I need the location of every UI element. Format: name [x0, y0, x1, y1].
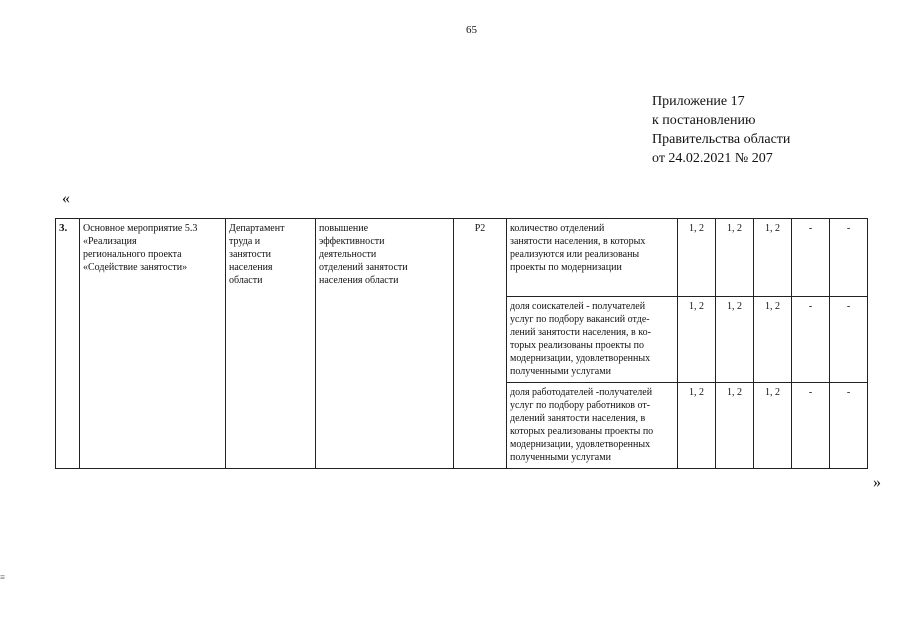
cell-line: «Реализация — [83, 236, 137, 247]
appendix-header — [652, 92, 790, 168]
cell-line: регионального проекта — [83, 249, 182, 260]
value-cell: 1, 2 — [754, 297, 792, 383]
cell-line: полученными услугами — [510, 452, 611, 463]
value-cell: 1, 2 — [678, 383, 716, 469]
cell-line: Департамент — [229, 223, 285, 234]
cell-line: полученными услугами — [510, 366, 611, 377]
executor-cell — [226, 219, 316, 469]
value-cell: - — [792, 297, 830, 383]
cell-line: области — [229, 275, 263, 286]
cell-line: количество отделений — [510, 223, 605, 234]
table-row — [56, 219, 868, 297]
code-cell: Р2 — [454, 219, 507, 469]
value-cell: - — [830, 219, 868, 297]
cell-line: отделений занятости — [319, 262, 408, 273]
row-number: 3. — [56, 219, 80, 469]
cell-line: проекты по модернизации — [510, 262, 622, 273]
cell-line: деятельности — [319, 249, 377, 260]
cell-line: делений занятости населения, в — [510, 413, 646, 424]
cell-line: Основное мероприятие 5.3 — [83, 223, 198, 234]
value-cell: 1, 2 — [754, 219, 792, 297]
value-cell: 1, 2 — [716, 297, 754, 383]
margin-mark: ≡ — [0, 572, 6, 582]
value-cell: 1, 2 — [716, 383, 754, 469]
value-cell: - — [792, 219, 830, 297]
indicator-cell — [507, 297, 678, 383]
cell-line: модернизации, удовлетворенных — [510, 439, 651, 450]
appendix-line: от 24.02.2021 № 207 — [652, 151, 773, 166]
value-cell: - — [830, 297, 868, 383]
appendix-line: к постановлению — [652, 113, 756, 128]
appendix-line: Правительства области — [652, 132, 791, 147]
cell-line: населения области — [319, 275, 399, 286]
value-cell: 1, 2 — [678, 297, 716, 383]
cell-line: которых реализованы проекты по — [510, 426, 654, 437]
cell-line: доля работодателей -получателей — [510, 387, 653, 398]
goal-cell — [316, 219, 454, 469]
indicator-cell — [507, 383, 678, 469]
closing-quote: » — [873, 474, 881, 491]
cell-line: занятости — [229, 249, 271, 260]
value-cell: 1, 2 — [678, 219, 716, 297]
page-number: 65 — [466, 24, 477, 36]
appendix-line: Приложение 17 — [652, 94, 745, 109]
cell-line: занятости населения, в которых — [510, 236, 646, 247]
opening-quote: « — [62, 190, 70, 207]
cell-line: услуг по подбору работников от- — [510, 400, 651, 411]
value-cell: 1, 2 — [716, 219, 754, 297]
cell-line: населения — [229, 262, 273, 273]
indicator-cell — [507, 219, 678, 297]
cell-line: торых реализованы проекты по — [510, 340, 644, 351]
cell-line: модернизации, удовлетворенных — [510, 353, 651, 364]
value-cell: - — [830, 383, 868, 469]
program-table — [55, 218, 868, 469]
cell-line: доля соискателей - получателей — [510, 301, 646, 312]
cell-line: труда и — [229, 236, 261, 247]
cell-line: реализуются или реализованы — [510, 249, 640, 260]
cell-line: услуг по подбору вакансий отде- — [510, 314, 650, 325]
value-cell: 1, 2 — [754, 383, 792, 469]
cell-line: лений занятости населения, в ко- — [510, 327, 651, 338]
value-cell: - — [792, 383, 830, 469]
cell-line: «Содействие занятости» — [83, 262, 188, 273]
cell-line: повышение — [319, 223, 369, 234]
activity-cell — [80, 219, 226, 469]
cell-line: эффективности — [319, 236, 385, 247]
